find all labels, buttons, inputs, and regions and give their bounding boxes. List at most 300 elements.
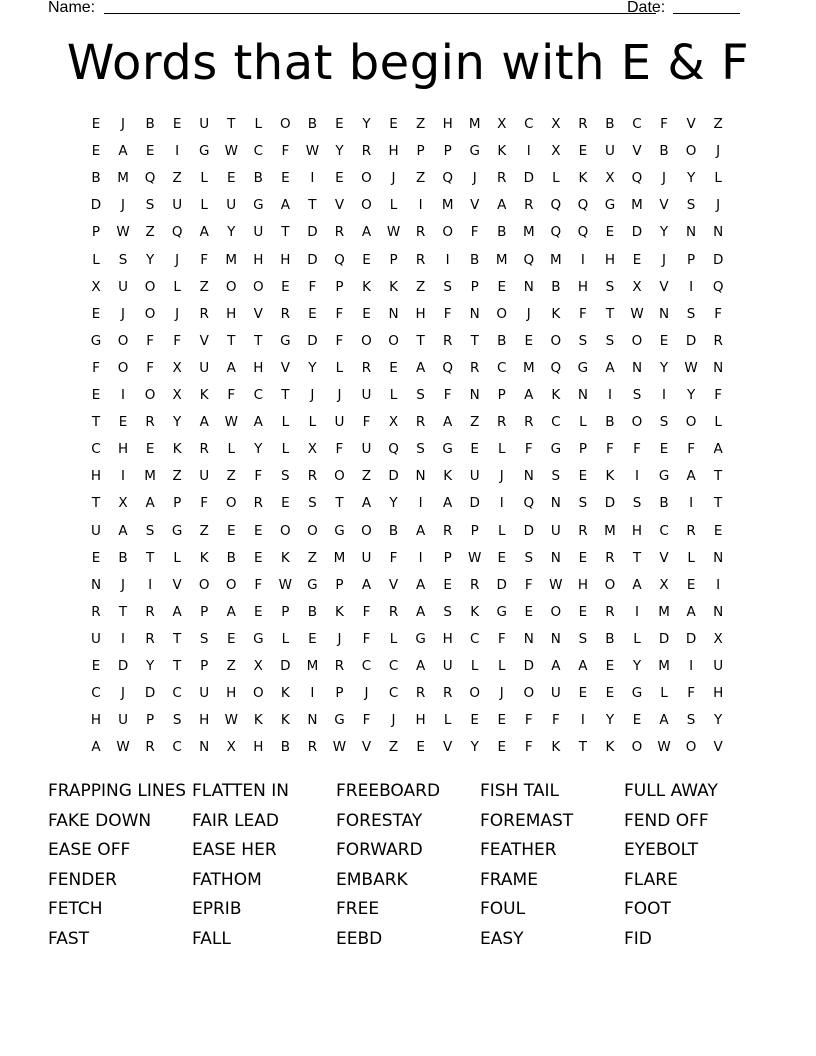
grid-letter: P <box>200 603 209 620</box>
grid-letter: G <box>280 332 291 349</box>
grid-letter: I <box>580 712 585 729</box>
word-list-item: EPRIB <box>192 899 242 920</box>
grid-letter: V <box>659 549 669 566</box>
page-title: Words that begin with E & F <box>66 35 750 91</box>
grid-letter: R <box>253 495 263 512</box>
grid-letter: G <box>334 522 345 539</box>
grid-letter: C <box>388 658 399 674</box>
grid-letter: A <box>659 712 669 729</box>
grid-letter: T <box>145 549 155 566</box>
grid-letter: J <box>716 197 721 214</box>
word-list-item: FRAME <box>480 869 538 890</box>
grid-letter: P <box>146 712 155 729</box>
grid-letter: H <box>388 143 399 160</box>
grid-letter: Z <box>415 116 426 132</box>
grid-letter: A <box>226 359 236 376</box>
grid-letter: R <box>199 441 209 458</box>
grid-letter: Y <box>335 143 344 160</box>
grid-letter: B <box>307 116 318 132</box>
grid-letter: S <box>145 197 155 214</box>
grid-letter: Y <box>145 251 155 268</box>
grid-letter: K <box>199 387 209 403</box>
grid-letter: P <box>578 441 587 458</box>
grid-letter: O <box>144 305 156 322</box>
grid-letter: F <box>524 576 533 593</box>
grid-letter: N <box>469 305 480 322</box>
grid-letter: J <box>391 170 396 187</box>
grid-letter: O <box>361 522 372 539</box>
grid-letter: E <box>470 712 479 729</box>
grid-letter: A <box>415 658 426 674</box>
grid-letter: X <box>659 576 669 593</box>
grid-letter: T <box>308 197 317 214</box>
grid-letter: C <box>361 658 372 674</box>
grid-letter: E <box>281 495 290 512</box>
grid-letter: Y <box>389 495 398 512</box>
grid-letter: B <box>605 116 615 132</box>
grid-letter: F <box>606 441 614 458</box>
grid-letter: A <box>686 468 696 485</box>
grid-letter: Z <box>388 739 399 756</box>
grid-letter: Y <box>714 712 723 729</box>
grid-letter: K <box>280 712 290 729</box>
grid-letter: P <box>416 143 425 160</box>
grid-letter: J <box>499 468 504 485</box>
grid-letter: C <box>91 685 101 702</box>
grid-letter: Y <box>173 414 182 431</box>
grid-letter: M <box>658 603 670 620</box>
grid-letter: O <box>604 576 616 593</box>
grid-letter: E <box>578 143 588 160</box>
grid-letter: T <box>470 332 479 349</box>
word-list-item: FULL AWAY <box>624 781 718 801</box>
grid-letter: A <box>91 739 101 756</box>
word-list-item: FISH TAIL <box>480 781 559 801</box>
grid-letter: X <box>551 143 561 160</box>
grid-letter: R <box>361 359 372 376</box>
grid-letter: H <box>90 468 102 485</box>
grid-letter: J <box>662 251 667 268</box>
grid-letter: W <box>684 359 698 376</box>
grid-letter: O <box>685 143 697 160</box>
grid-letter: E <box>254 522 263 539</box>
grid-letter: O <box>252 685 264 702</box>
grid-letter: C <box>172 739 182 756</box>
grid-letter: O <box>361 332 372 349</box>
grid-letter: N <box>658 305 670 322</box>
grid-letter: G <box>198 143 210 160</box>
grid-letter: Y <box>686 387 696 403</box>
word-list-item: EEBD <box>336 929 383 949</box>
grid-letter: A <box>145 495 155 512</box>
word-list-item: EASY <box>480 929 524 949</box>
grid-letter: M <box>333 549 346 566</box>
grid-letter: O <box>334 468 345 485</box>
grid-letter: R <box>524 197 534 214</box>
grid-letter: A <box>415 576 426 593</box>
grid-letter: N <box>713 359 724 376</box>
grid-letter: E <box>497 739 507 756</box>
grid-letter: J <box>310 387 315 403</box>
grid-letter: E <box>91 387 101 403</box>
word-list-item: FREEBOARD <box>336 781 441 801</box>
grid-letter: R <box>713 332 723 349</box>
grid-letter: S <box>524 549 534 566</box>
grid-letter: R <box>578 522 588 539</box>
grid-letter: O <box>631 414 643 431</box>
grid-letter: O <box>144 387 156 403</box>
grid-letter: D <box>523 522 534 539</box>
grid-letter: A <box>361 495 372 512</box>
grid-letter: G <box>442 441 453 458</box>
grid-letter: L <box>443 712 452 729</box>
grid-letter: W <box>386 224 401 241</box>
grid-letter: Z <box>415 170 426 187</box>
grid-letter: D <box>631 224 643 241</box>
grid-letter: F <box>524 739 533 756</box>
grid-letter: H <box>415 712 426 729</box>
grid-letter: E <box>281 278 290 295</box>
grid-letter: H <box>90 712 102 729</box>
word-list-item: FEND OFF <box>624 810 709 831</box>
grid-letter: F <box>335 332 344 349</box>
grid-letter: X <box>551 116 561 132</box>
grid-letter: L <box>281 630 290 647</box>
grid-letter: V <box>659 197 669 214</box>
grid-letter: N <box>307 712 318 729</box>
grid-letter: S <box>605 332 615 349</box>
grid-letter: A <box>415 359 426 376</box>
grid-letter: T <box>118 603 128 620</box>
grid-letter: K <box>551 739 561 756</box>
grid-letter: X <box>118 495 128 512</box>
grid-letter: Y <box>254 441 263 458</box>
grid-letter: P <box>443 143 452 160</box>
grid-letter: B <box>253 170 263 187</box>
grid-letter: L <box>497 522 506 539</box>
grid-letter: F <box>524 441 533 458</box>
grid-letter: P <box>91 224 101 241</box>
grid-letter: N <box>523 468 534 485</box>
grid-letter: K <box>551 387 561 403</box>
grid-letter: I <box>662 387 667 403</box>
grid-letter: R <box>145 739 155 756</box>
grid-letter: T <box>91 495 101 512</box>
grid-letter: O <box>361 197 372 214</box>
grid-letter: C <box>469 630 480 647</box>
grid-letter: B <box>497 224 507 241</box>
grid-letter: D <box>307 224 318 241</box>
grid-letter: E <box>226 170 236 187</box>
grid-letter: X <box>226 739 236 756</box>
grid-letter: Z <box>361 468 372 485</box>
grid-letter: L <box>200 197 208 214</box>
grid-letter: S <box>578 630 588 647</box>
grid-letter: B <box>605 414 615 431</box>
grid-letter: R <box>686 522 696 539</box>
grid-letter: E <box>362 251 371 268</box>
grid-letter: N <box>686 224 697 241</box>
grid-letter: O <box>388 332 399 349</box>
grid-letter: S <box>118 251 128 268</box>
grid-letter: F <box>146 332 154 349</box>
grid-letter: S <box>659 414 669 431</box>
grid-letter: S <box>443 278 452 295</box>
grid-letter: E <box>524 332 534 349</box>
grid-letter: C <box>253 143 264 160</box>
grid-letter: G <box>658 468 670 485</box>
grid-letter: W <box>332 739 347 756</box>
grid-letter: U <box>118 712 128 729</box>
grid-letter: A <box>551 658 561 674</box>
grid-letter: B <box>91 170 101 187</box>
grid-letter: Z <box>199 278 209 295</box>
grid-letter: M <box>441 197 454 214</box>
grid-letter: S <box>416 387 425 403</box>
word-list-item: FATHOM <box>192 869 262 890</box>
grid-letter: B <box>118 549 128 566</box>
grid-letter: P <box>335 576 344 593</box>
grid-letter: A <box>443 414 453 431</box>
grid-letter: D <box>469 495 480 512</box>
grid-letter: Q <box>712 278 724 295</box>
word-list-item: EYEBOLT <box>624 840 699 861</box>
grid-letter: E <box>254 603 263 620</box>
grid-letter: H <box>253 251 264 268</box>
grid-letter: B <box>605 630 615 647</box>
grid-letter: I <box>580 251 585 268</box>
word-list-item: EASE OFF <box>48 840 131 861</box>
grid-letter: U <box>713 658 724 674</box>
word-list-item: FALL <box>192 929 231 949</box>
grid-letter: I <box>418 495 423 512</box>
grid-letter: M <box>144 468 156 485</box>
grid-letter: F <box>660 116 668 132</box>
grid-letter: F <box>362 414 371 431</box>
grid-letter: O <box>685 414 697 431</box>
grid-letter: R <box>469 576 480 593</box>
grid-letter: D <box>604 495 616 512</box>
grid-letter: W <box>224 712 238 729</box>
word-list-item: FOOT <box>624 899 671 920</box>
grid-letter: Z <box>415 278 426 295</box>
grid-letter: L <box>497 658 506 674</box>
grid-letter: P <box>173 495 182 512</box>
grid-letter: U <box>334 414 345 431</box>
grid-letter: F <box>362 603 371 620</box>
grid-letter: I <box>121 387 126 403</box>
grid-letter: I <box>418 549 423 566</box>
grid-letter: Z <box>226 658 236 674</box>
grid-letter: I <box>635 468 639 485</box>
grid-letter: C <box>497 359 507 376</box>
grid-letter: E <box>91 658 101 674</box>
grid-letter: P <box>443 549 452 566</box>
grid-letter: V <box>172 576 182 593</box>
grid-letter: O <box>252 278 264 295</box>
grid-letter: K <box>605 468 615 485</box>
grid-letter: B <box>470 251 480 268</box>
grid-letter: A <box>118 143 128 160</box>
grid-letter: U <box>172 197 183 214</box>
grid-letter: I <box>526 143 531 160</box>
grid-letter: R <box>497 170 507 187</box>
grid-letter: T <box>714 495 723 512</box>
grid-letter: L <box>173 278 181 295</box>
grid-letter: O <box>144 278 156 295</box>
grid-letter: O <box>117 359 129 376</box>
grid-letter: I <box>418 197 423 214</box>
grid-letter: Z <box>226 468 236 485</box>
grid-letter: V <box>199 332 209 349</box>
grid-letter: F <box>687 685 695 702</box>
grid-letter: O <box>225 278 237 295</box>
grid-letter: L <box>660 685 668 702</box>
word-list-item: FAKE DOWN <box>48 810 152 831</box>
grid-letter: F <box>687 441 695 458</box>
grid-letter: M <box>658 658 670 674</box>
grid-letter: L <box>389 387 398 403</box>
grid-letter: R <box>415 224 426 241</box>
grid-letter: O <box>198 576 210 593</box>
grid-letter: M <box>631 197 643 214</box>
grid-letter: F <box>497 630 506 647</box>
grid-letter: N <box>550 549 561 566</box>
grid-letter: E <box>335 170 344 187</box>
grid-letter: I <box>445 251 450 268</box>
grid-letter: R <box>334 224 345 241</box>
grid-letter: I <box>635 603 639 620</box>
grid-letter: K <box>172 441 182 458</box>
grid-letter: J <box>472 170 477 187</box>
grid-letter: U <box>361 549 372 566</box>
grid-letter: A <box>578 658 588 674</box>
grid-letter: D <box>307 332 318 349</box>
grid-letter: X <box>605 170 615 187</box>
grid-letter: W <box>116 224 130 241</box>
grid-letter: H <box>226 305 237 322</box>
grid-letter: Y <box>145 658 155 674</box>
grid-letter: L <box>281 441 290 458</box>
grid-letter: K <box>280 549 290 566</box>
grid-letter: W <box>549 576 563 593</box>
grid-letter: U <box>199 468 210 485</box>
grid-letter: L <box>173 549 181 566</box>
word-list-item: FENDER <box>48 869 117 890</box>
name-label: Name: <box>48 0 96 16</box>
grid-letter: T <box>281 387 290 403</box>
grid-letter: R <box>361 143 372 160</box>
grid-letter: F <box>633 441 641 458</box>
word-list-item: FORWARD <box>336 840 423 861</box>
grid-letter: J <box>337 387 342 403</box>
grid-letter: W <box>305 143 320 160</box>
grid-letter: D <box>117 658 129 674</box>
grid-letter: F <box>389 549 398 566</box>
grid-letter: J <box>662 170 667 187</box>
grid-letter: F <box>470 224 479 241</box>
grid-letter: H <box>577 278 588 295</box>
grid-letter: I <box>689 278 694 295</box>
grid-letter: J <box>121 685 126 702</box>
grid-letter: E <box>659 332 669 349</box>
grid-letter: E <box>308 630 317 647</box>
grid-letter: V <box>632 143 642 160</box>
word-list-item: FAIR LEAD <box>192 810 280 831</box>
word-list-item: FID <box>624 929 652 949</box>
word-list-item: EASE HER <box>192 840 277 861</box>
grid-letter: J <box>716 143 721 160</box>
grid-letter: L <box>579 414 587 431</box>
grid-letter: P <box>389 251 398 268</box>
grid-letter: W <box>278 576 293 593</box>
grid-letter: F <box>714 305 723 322</box>
grid-letter: K <box>605 739 615 756</box>
grid-letter: R <box>91 603 101 620</box>
grid-letter: J <box>175 305 180 322</box>
grid-letter: S <box>686 197 696 214</box>
grid-letter: P <box>497 387 506 403</box>
grid-letter: S <box>308 495 317 512</box>
grid-letter: K <box>362 278 371 295</box>
grid-letter: C <box>388 685 399 702</box>
grid-letter: J <box>121 116 126 132</box>
grid-letter: R <box>469 359 480 376</box>
grid-letter: I <box>175 143 180 160</box>
grid-letter: W <box>468 549 482 566</box>
grid-letter: Q <box>550 197 562 214</box>
grid-letter: E <box>524 603 534 620</box>
grid-letter: U <box>199 685 210 702</box>
grid-letter: J <box>121 576 126 593</box>
grid-letter: F <box>714 387 723 403</box>
grid-letter: O <box>631 332 643 349</box>
grid-letter: Z <box>172 170 182 187</box>
grid-letter: H <box>442 116 453 132</box>
grid-letter: N <box>199 739 210 756</box>
grid-letter: I <box>716 576 721 593</box>
grid-letter: F <box>524 712 533 729</box>
grid-letter: R <box>497 414 507 431</box>
grid-letter: M <box>495 251 508 268</box>
grid-letter: Z <box>145 224 155 241</box>
grid-letter: L <box>92 251 100 268</box>
grid-letter: L <box>470 658 479 674</box>
grid-letter: M <box>225 251 238 268</box>
grid-letter: G <box>550 441 562 458</box>
grid-letter: F <box>254 576 263 593</box>
grid-letter: G <box>577 359 589 376</box>
grid-letter: H <box>713 685 724 702</box>
grid-letter: S <box>632 495 642 512</box>
grid-letter: E <box>335 116 344 132</box>
grid-letter: Y <box>227 224 236 241</box>
grid-letter: G <box>334 712 345 729</box>
grid-letter: W <box>630 305 644 322</box>
grid-letter: A <box>118 522 128 539</box>
grid-letter: U <box>442 658 453 674</box>
grid-letter: X <box>253 658 263 674</box>
grid-letter: U <box>361 441 372 458</box>
grid-letter: V <box>280 359 290 376</box>
grid-letter: I <box>499 495 504 512</box>
grid-letter: L <box>389 197 398 214</box>
grid-letter: Y <box>686 170 696 187</box>
grid-letter: I <box>121 468 126 485</box>
grid-letter: Q <box>577 197 589 214</box>
grid-letter: A <box>199 224 209 241</box>
grid-letter: O <box>225 495 237 512</box>
